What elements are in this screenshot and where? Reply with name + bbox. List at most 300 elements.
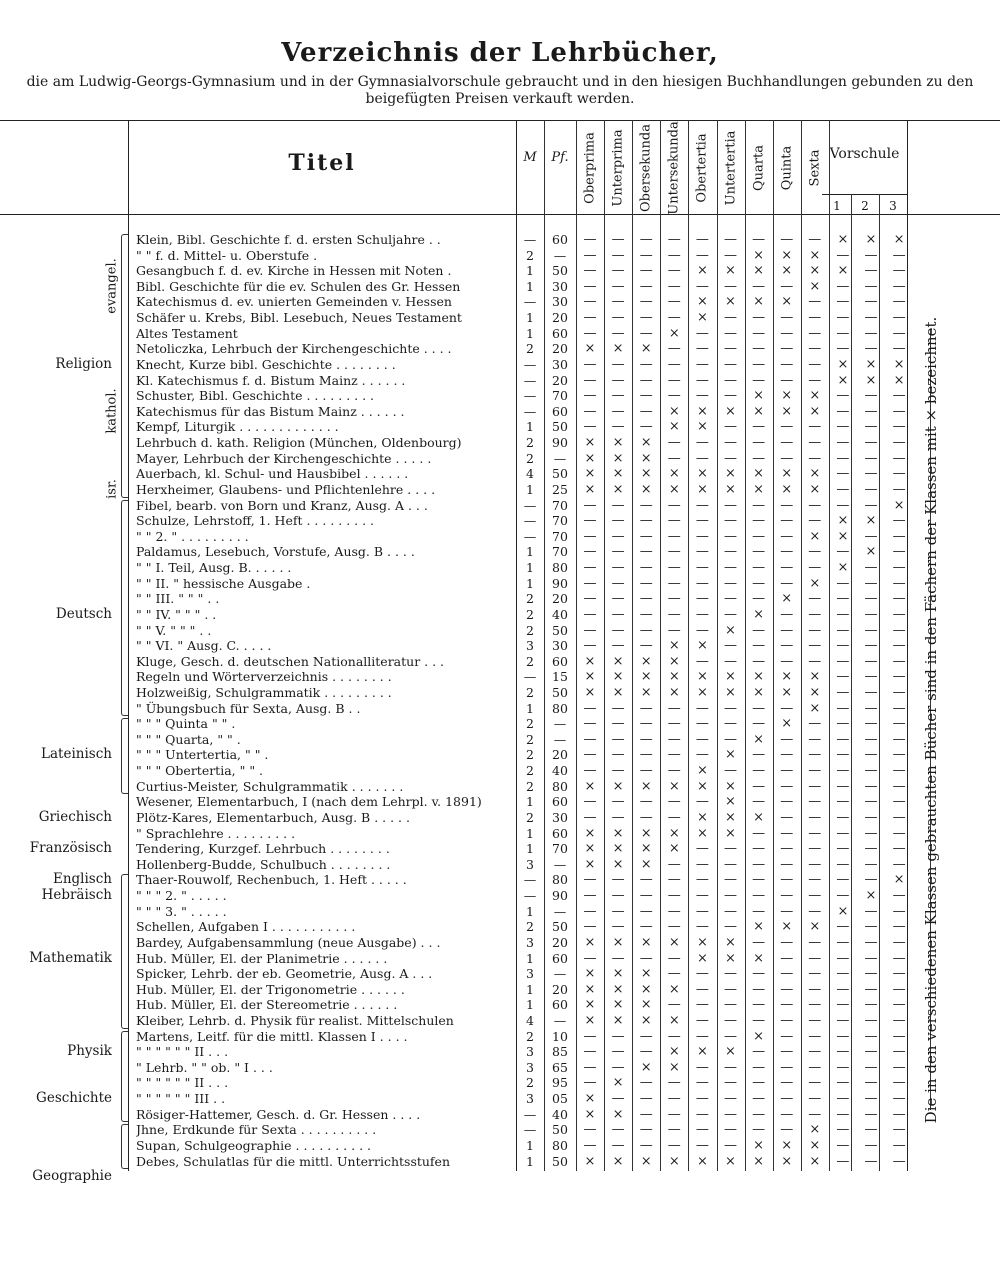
- class-usage-cell: —: [667, 856, 681, 872]
- class-usage-cell: —: [836, 731, 850, 747]
- table-row: [0, 1091, 1000, 1107]
- class-usage-cell: —: [667, 872, 681, 888]
- table-row: [0, 1013, 1000, 1029]
- header-vorschule: Vorschule: [829, 146, 900, 162]
- table-row: [0, 232, 1000, 248]
- class-usage-cell: ×: [668, 934, 680, 950]
- class-usage-cell: —: [667, 497, 681, 513]
- class-usage-cell: —: [752, 544, 766, 560]
- class-usage-cell: —: [836, 481, 850, 497]
- book-title: Paldamus, Lesebuch, Vorstufe, Ausg. B . . . .: [136, 544, 415, 560]
- class-usage-cell: —: [583, 544, 597, 560]
- class-usage-cell: —: [695, 575, 709, 591]
- class-usage-cell: —: [892, 997, 906, 1013]
- price-mark: 1: [526, 981, 534, 997]
- class-usage-cell: —: [752, 997, 766, 1013]
- class-usage-cell: —: [864, 841, 878, 857]
- table-row: [0, 498, 1000, 514]
- class-usage-cell: ×: [612, 981, 624, 997]
- class-usage-cell: —: [808, 1106, 822, 1122]
- class-usage-cell: —: [836, 435, 850, 451]
- class-usage-cell: —: [695, 356, 709, 372]
- table-row: [0, 841, 1000, 857]
- class-usage-cell: —: [808, 716, 822, 732]
- class-usage-cell: ×: [753, 388, 765, 404]
- class-usage-cell: —: [808, 560, 822, 576]
- class-usage-cell: —: [780, 825, 794, 841]
- class-usage-cell: —: [611, 325, 625, 341]
- price-mark: 2: [526, 731, 534, 747]
- class-usage-cell: —: [724, 513, 737, 529]
- class-usage-cell: —: [808, 653, 822, 669]
- class-usage-cell: —: [864, 1075, 878, 1091]
- book-title: Hub. Müller, El. der Trigonometrie . . . . . .: [136, 981, 405, 997]
- class-usage-cell: —: [892, 700, 906, 716]
- class-usage-cell: —: [695, 919, 709, 935]
- table-row: [0, 669, 1000, 685]
- class-usage-cell: —: [695, 1091, 709, 1107]
- class-usage-cell: —: [752, 966, 766, 982]
- class-usage-cell: —: [724, 372, 737, 388]
- class-usage-cell: —: [836, 747, 850, 763]
- price-mark: 1: [526, 544, 534, 560]
- class-usage-cell: —: [639, 294, 653, 310]
- class-usage-cell: ×: [809, 466, 821, 482]
- price-mark: 4: [526, 1013, 534, 1028]
- class-usage-cell: —: [611, 1137, 625, 1153]
- class-usage-cell: —: [808, 622, 822, 638]
- class-usage-cell: ×: [668, 778, 680, 794]
- class-usage-cell: —: [808, 450, 822, 466]
- class-usage-cell: —: [583, 606, 597, 622]
- table-row: [0, 810, 1000, 826]
- table-row: [0, 248, 1000, 264]
- price-mark: 2: [526, 247, 534, 263]
- class-usage-cell: —: [667, 950, 681, 966]
- class-usage-cell: —: [892, 1106, 906, 1122]
- header-class-oberprima: [576, 125, 604, 210]
- book-title: Spicker, Lehrb. der eb. Geometrie, Ausg. A . . .: [136, 966, 433, 982]
- price-pfennig: —: [553, 247, 567, 263]
- class-usage-cell: —: [836, 1059, 850, 1075]
- class-usage-cell: —: [724, 544, 737, 560]
- class-usage-cell: —: [892, 560, 906, 576]
- class-usage-cell: —: [892, 638, 906, 654]
- class-usage-cell: ×: [753, 294, 765, 310]
- class-usage-cell: ×: [893, 872, 905, 888]
- class-usage-cell: —: [836, 934, 850, 950]
- class-usage-cell: —: [695, 622, 709, 638]
- class-usage-cell: —: [667, 263, 681, 279]
- price-pfennig: —: [553, 731, 567, 747]
- class-usage-cell: ×: [809, 700, 821, 716]
- class-usage-cell: —: [611, 622, 625, 638]
- table-row: [0, 279, 1000, 295]
- class-usage-cell: —: [808, 841, 822, 857]
- class-usage-cell: —: [667, 809, 681, 825]
- header-titel: Titel: [288, 150, 356, 176]
- class-usage-cell: —: [808, 778, 822, 794]
- class-usage-cell: —: [808, 356, 822, 372]
- table-row: [0, 529, 1000, 545]
- class-usage-cell: —: [752, 747, 766, 763]
- class-usage-cell: ×: [668, 419, 680, 435]
- class-usage-cell: —: [695, 513, 709, 529]
- class-usage-cell: —: [836, 669, 850, 685]
- class-usage-cell: —: [808, 981, 822, 997]
- class-usage-cell: ×: [837, 903, 849, 919]
- class-usage-cell: —: [724, 1028, 737, 1044]
- subject-label: Religion: [55, 355, 112, 372]
- class-usage-cell: —: [892, 278, 906, 294]
- price-pfennig: 40: [552, 606, 568, 622]
- legend-note-text: Die in den verschiedenen Klassen gebrauchten Bücher sind in den Fächern der Klassen mit × bezeichnet.: [922, 316, 940, 1124]
- class-usage-cell: —: [752, 763, 766, 779]
- class-usage-cell: —: [611, 903, 625, 919]
- table-row: [0, 513, 1000, 529]
- class-usage-cell: ×: [640, 981, 652, 997]
- book-title: Knecht, Kurze bibl. Geschichte . . . . . . . .: [136, 356, 396, 372]
- class-usage-cell: —: [724, 232, 737, 247]
- class-usage-cell: —: [780, 763, 794, 779]
- price-pfennig: 80: [552, 872, 568, 888]
- table-row: [0, 1138, 1000, 1154]
- price-mark: 2: [526, 606, 534, 622]
- class-usage-cell: ×: [584, 856, 596, 872]
- class-usage-cell: —: [864, 388, 878, 404]
- table-row: [0, 451, 1000, 467]
- class-usage-cell: —: [780, 1091, 794, 1107]
- class-usage-cell: —: [864, 278, 878, 294]
- price-pfennig: —: [553, 716, 567, 732]
- class-usage-cell: ×: [725, 481, 736, 497]
- class-usage-cell: —: [752, 591, 766, 607]
- class-usage-cell: ×: [584, 981, 596, 997]
- book-title: Wesener, Elementarbuch, I (nach dem Lehrpl. v. 1891): [136, 794, 482, 810]
- class-usage-cell: —: [752, 419, 766, 435]
- class-usage-cell: —: [611, 716, 625, 732]
- class-usage-cell: —: [724, 419, 737, 435]
- class-usage-cell: —: [611, 560, 625, 576]
- class-usage-cell: —: [667, 1075, 681, 1091]
- class-usage-cell: ×: [640, 825, 652, 841]
- class-usage-cell: —: [808, 325, 822, 341]
- class-usage-cell: —: [836, 950, 850, 966]
- class-usage-cell: —: [808, 435, 822, 451]
- class-usage-cell: —: [808, 997, 822, 1013]
- class-usage-cell: —: [780, 653, 794, 669]
- class-usage-cell: —: [892, 981, 906, 997]
- class-usage-cell: —: [611, 591, 625, 607]
- price-mark: 3: [526, 1091, 534, 1107]
- price-pfennig: 95: [552, 1075, 568, 1091]
- class-usage-cell: —: [864, 684, 878, 700]
- price-mark: —: [523, 372, 537, 388]
- class-usage-cell: —: [780, 372, 794, 388]
- class-usage-cell: —: [639, 403, 653, 419]
- book-title: " " f. d. Mittel- u. Oberstufe .: [136, 247, 318, 263]
- table-row: [0, 872, 1000, 888]
- subject-label: Griechisch: [38, 808, 112, 825]
- class-usage-cell: —: [808, 638, 822, 654]
- class-usage-cell: —: [639, 1075, 653, 1091]
- book-title: " " V. " " " . .: [136, 622, 212, 638]
- book-title: Plötz-Kares, Elementarbuch, Ausg. B . . . . .: [136, 809, 410, 825]
- class-usage-cell: —: [864, 403, 878, 419]
- book-title: " " " " " " II . . .: [136, 1075, 229, 1091]
- class-usage-cell: —: [639, 1091, 653, 1107]
- class-usage-cell: —: [780, 560, 794, 576]
- class-usage-cell: ×: [781, 263, 793, 279]
- price-pfennig: 20: [552, 310, 568, 326]
- class-usage-cell: ×: [865, 513, 877, 529]
- class-usage-cell: —: [892, 669, 906, 685]
- class-usage-cell: —: [780, 950, 794, 966]
- class-usage-cell: —: [892, 622, 906, 638]
- class-usage-cell: —: [864, 310, 878, 326]
- class-usage-cell: —: [864, 778, 878, 794]
- class-usage-cell: —: [836, 310, 850, 326]
- class-usage-cell: —: [780, 809, 794, 825]
- class-usage-cell: —: [611, 278, 625, 294]
- class-usage-cell: —: [611, 528, 625, 544]
- class-usage-cell: —: [583, 638, 597, 654]
- class-usage-cell: —: [836, 466, 850, 482]
- class-usage-cell: —: [724, 325, 737, 341]
- class-usage-cell: ×: [612, 1013, 624, 1028]
- class-usage-cell: ×: [837, 372, 849, 388]
- price-mark: 2: [526, 778, 534, 794]
- class-usage-cell: ×: [837, 232, 849, 247]
- class-usage-cell: —: [611, 232, 625, 247]
- class-usage-cell: ×: [640, 481, 652, 497]
- header-class-untertertia: [717, 125, 745, 210]
- class-usage-cell: ×: [809, 263, 821, 279]
- header-bottom-rule: [0, 214, 1000, 215]
- class-usage-cell: ×: [584, 481, 596, 497]
- class-usage-cell: —: [695, 435, 709, 451]
- class-usage-cell: —: [639, 731, 653, 747]
- price-mark: —: [523, 403, 537, 419]
- class-usage-cell: —: [611, 403, 625, 419]
- class-usage-cell: —: [892, 528, 906, 544]
- class-usage-cell: —: [780, 888, 794, 904]
- class-usage-cell: —: [724, 435, 737, 451]
- class-usage-cell: —: [583, 1122, 597, 1138]
- table-row: [0, 544, 1000, 560]
- class-usage-cell: ×: [725, 934, 736, 950]
- class-usage-cell: —: [667, 278, 681, 294]
- header-class-label: Obertertia: [694, 132, 710, 203]
- table-row: [0, 560, 1000, 576]
- class-usage-cell: ×: [668, 403, 680, 419]
- class-usage-cell: —: [892, 809, 906, 825]
- class-usage-cell: —: [583, 1075, 597, 1091]
- class-usage-cell: —: [864, 1137, 878, 1153]
- class-usage-cell: —: [864, 450, 878, 466]
- class-usage-cell: —: [836, 1013, 850, 1028]
- class-usage-cell: —: [836, 888, 850, 904]
- header-class-label: Oberprima: [582, 131, 598, 204]
- price-mark: 2: [526, 747, 534, 763]
- class-usage-cell: ×: [584, 778, 596, 794]
- class-usage-cell: —: [780, 638, 794, 654]
- class-usage-cell: —: [864, 1028, 878, 1044]
- class-usage-cell: —: [583, 560, 597, 576]
- class-usage-cell: ×: [893, 372, 905, 388]
- class-usage-cell: —: [639, 575, 653, 591]
- class-usage-cell: ×: [640, 1059, 652, 1075]
- class-usage-cell: —: [808, 872, 822, 888]
- price-mark: 1: [526, 419, 534, 435]
- book-title: " " II. " hessische Ausgabe .: [136, 575, 311, 591]
- class-usage-cell: —: [583, 372, 597, 388]
- class-usage-cell: ×: [584, 669, 596, 685]
- class-usage-cell: —: [752, 560, 766, 576]
- price-mark: —: [523, 888, 537, 904]
- class-usage-cell: —: [892, 310, 906, 326]
- book-title: " Übungsbuch für Sexta, Ausg. B . .: [136, 700, 361, 716]
- book-title: Herxheimer, Glaubens- und Pflichtenlehre . . . .: [136, 481, 436, 497]
- table-row: [0, 294, 1000, 310]
- class-usage-cell: —: [611, 731, 625, 747]
- class-usage-cell: —: [892, 1028, 906, 1044]
- class-usage-cell: ×: [809, 684, 821, 700]
- class-usage-cell: —: [639, 372, 653, 388]
- class-usage-cell: ×: [612, 1106, 624, 1122]
- price-pfennig: 20: [552, 341, 568, 357]
- book-title: " " " Quarta, " " .: [136, 731, 241, 747]
- class-usage-cell: ×: [809, 247, 821, 263]
- book-title: Supan, Schulgeographie . . . . . . . . . .: [136, 1137, 371, 1153]
- subject-label: Deutsch: [55, 605, 112, 622]
- class-usage-cell: —: [780, 606, 794, 622]
- class-usage-cell: ×: [809, 481, 821, 497]
- class-usage-cell: —: [892, 1075, 906, 1091]
- class-usage-cell: ×: [893, 356, 905, 372]
- class-usage-cell: —: [836, 622, 850, 638]
- book-title: Schäfer u. Krebs, Bibl. Lesebuch, Neues Testament: [136, 310, 462, 326]
- class-usage-cell: —: [583, 1059, 597, 1075]
- class-usage-cell: —: [808, 232, 822, 247]
- class-usage-cell: —: [780, 1075, 794, 1091]
- class-usage-cell: ×: [696, 669, 708, 685]
- class-usage-cell: —: [808, 1091, 822, 1107]
- class-usage-cell: —: [752, 325, 766, 341]
- class-usage-cell: —: [864, 731, 878, 747]
- price-mark: 1: [526, 950, 534, 966]
- class-usage-cell: —: [695, 591, 709, 607]
- class-usage-cell: —: [695, 888, 709, 904]
- class-usage-cell: —: [724, 638, 737, 654]
- class-usage-cell: —: [752, 528, 766, 544]
- vorschule-rule: [822, 194, 907, 195]
- class-usage-cell: —: [583, 763, 597, 779]
- class-usage-cell: —: [892, 544, 906, 560]
- class-usage-cell: —: [695, 560, 709, 576]
- class-usage-cell: —: [892, 731, 906, 747]
- class-usage-cell: —: [667, 450, 681, 466]
- class-usage-cell: ×: [753, 1153, 765, 1169]
- price-pfennig: 60: [552, 794, 568, 810]
- price-mark: 1: [526, 903, 534, 919]
- class-usage-cell: —: [611, 497, 625, 513]
- class-usage-cell: —: [780, 341, 794, 357]
- class-usage-cell: —: [892, 778, 906, 794]
- price-pfennig: 20: [552, 591, 568, 607]
- class-usage-cell: ×: [668, 669, 680, 685]
- class-usage-cell: ×: [696, 1153, 708, 1169]
- book-title: Martens, Leitf. für die mittl. Klassen I . . . .: [136, 1028, 408, 1044]
- class-usage-cell: —: [639, 763, 653, 779]
- class-usage-cell: —: [611, 919, 625, 935]
- class-usage-cell: —: [808, 497, 822, 513]
- price-mark: 1: [526, 1153, 534, 1169]
- class-usage-cell: —: [583, 591, 597, 607]
- table-row: [0, 888, 1000, 904]
- class-usage-cell: ×: [612, 856, 624, 872]
- class-usage-cell: —: [583, 1044, 597, 1060]
- class-usage-cell: —: [892, 841, 906, 857]
- class-usage-cell: —: [808, 310, 822, 326]
- class-usage-cell: —: [667, 247, 681, 263]
- class-usage-cell: —: [752, 1106, 766, 1122]
- price-pfennig: 30: [552, 638, 568, 654]
- class-usage-cell: —: [583, 888, 597, 904]
- class-usage-cell: —: [639, 716, 653, 732]
- class-usage-cell: ×: [668, 325, 680, 341]
- class-usage-cell: ×: [640, 684, 652, 700]
- class-usage-cell: —: [667, 794, 681, 810]
- subject-label: Hebräisch: [41, 887, 112, 904]
- book-title: Schuster, Bibl. Geschichte . . . . . . . . .: [136, 388, 375, 404]
- class-usage-cell: —: [752, 778, 766, 794]
- class-usage-cell: —: [724, 653, 737, 669]
- price-mark: 2: [526, 591, 534, 607]
- class-usage-cell: —: [695, 1028, 709, 1044]
- table-row: [0, 732, 1000, 748]
- class-usage-cell: —: [864, 856, 878, 872]
- legend-note: [908, 316, 954, 1124]
- class-usage-cell: —: [864, 966, 878, 982]
- class-usage-cell: —: [752, 622, 766, 638]
- class-usage-cell: —: [808, 809, 822, 825]
- class-usage-cell: —: [780, 778, 794, 794]
- class-usage-cell: —: [752, 1122, 766, 1138]
- class-usage-cell: —: [780, 1044, 794, 1060]
- class-usage-cell: ×: [584, 841, 596, 857]
- class-usage-cell: —: [864, 1091, 878, 1107]
- class-usage-cell: —: [583, 622, 597, 638]
- class-usage-cell: —: [892, 794, 906, 810]
- class-usage-cell: —: [611, 263, 625, 279]
- price-mark: 3: [526, 966, 534, 982]
- class-usage-cell: ×: [640, 1013, 652, 1028]
- class-usage-cell: —: [864, 919, 878, 935]
- price-pfennig: 50: [552, 1122, 568, 1138]
- class-usage-cell: —: [667, 966, 681, 982]
- class-usage-cell: ×: [612, 934, 624, 950]
- class-usage-cell: ×: [725, 622, 736, 638]
- class-usage-cell: —: [780, 622, 794, 638]
- class-usage-cell: —: [780, 700, 794, 716]
- class-usage-cell: —: [639, 809, 653, 825]
- class-usage-cell: —: [695, 747, 709, 763]
- class-usage-cell: —: [583, 575, 597, 591]
- class-usage-cell: —: [611, 575, 625, 591]
- class-usage-cell: —: [892, 294, 906, 310]
- class-usage-cell: —: [836, 1044, 850, 1060]
